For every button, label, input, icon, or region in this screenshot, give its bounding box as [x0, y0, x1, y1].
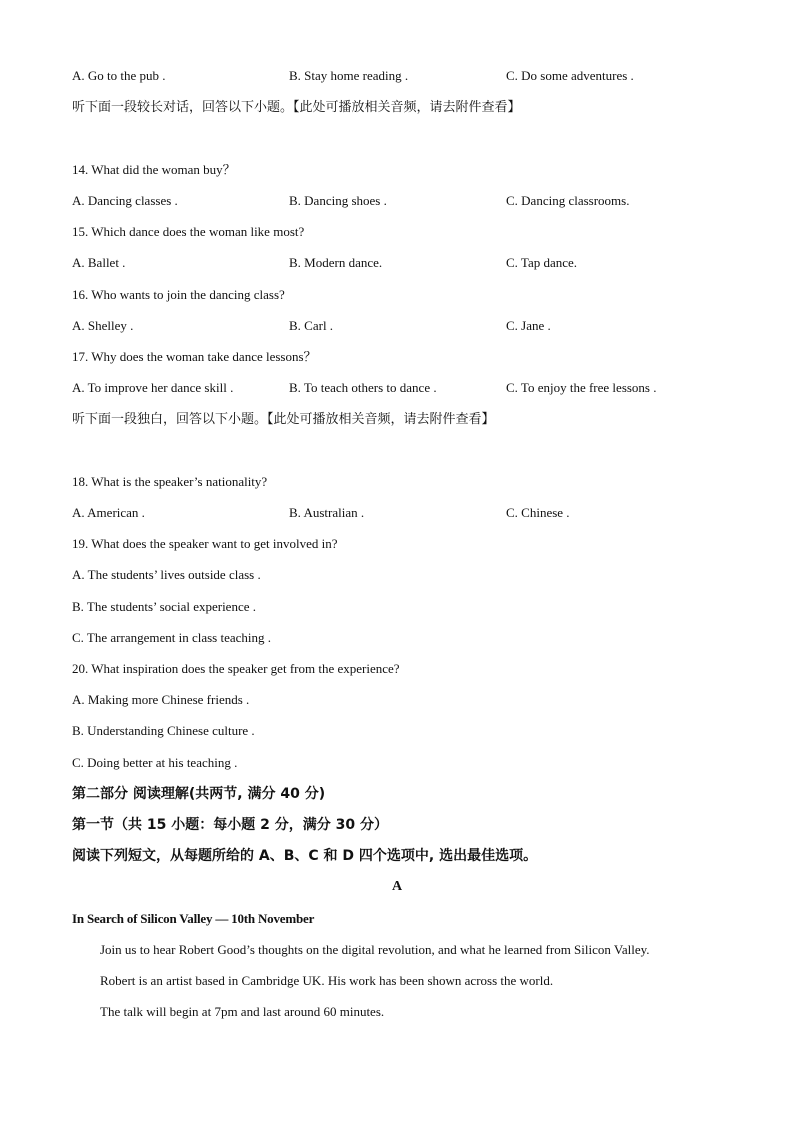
passage-paragraph: Robert is an artist based in Cambridge UK. His work has been shown across the world. [100, 973, 554, 988]
q20-option-a: A. Making more Chinese friends . [72, 692, 250, 707]
instruction-monologue: 听下面一段独白，回答以下小题。【此处可播放相关音频，请去附件查看】 [72, 412, 495, 427]
q19-option-b: B. The students’ social experience . [72, 599, 256, 614]
q18-option-b: B. Australian . [289, 505, 365, 520]
q18-option-a: A. American . [72, 505, 145, 520]
q17-option-c: C. To enjoy the free lessons . [506, 380, 657, 395]
q15-option-a: A. Ballet . [72, 255, 126, 270]
q17-option-a: A. To improve her dance skill . [72, 380, 234, 395]
q13-option-c: C. Do some adventures . [506, 68, 634, 83]
q14-option-c: C. Dancing classrooms. [506, 193, 630, 208]
passage-paragraph: Join us to hear Robert Good’s thoughts on the digital revolution, and what he learned from Silicon Valley. [100, 942, 650, 957]
q14-option-a: A. Dancing classes . [72, 193, 178, 208]
passage-label: A [391, 879, 403, 894]
q15-stem: 15. Which dance does the woman like most? [72, 224, 305, 239]
q16-option-a: A. Shelley . [72, 318, 134, 333]
q15-option-b: B. Modern dance. [289, 255, 383, 270]
q19-option-c: C. The arrangement in class teaching . [72, 630, 272, 645]
part2-title: 第二部分 阅读理解(共两节, 满分 40 分) [72, 786, 326, 802]
q18-option-c: C. Chinese . [506, 505, 570, 520]
q13-option-a: A. Go to the pub . [72, 68, 166, 83]
q16-stem: 16. Who wants to join the dancing class? [72, 287, 285, 302]
q14-option-b: B. Dancing shoes . [289, 193, 387, 208]
q20-option-b: B. Understanding Chinese culture . [72, 723, 255, 738]
q15-option-c: C. Tap dance. [506, 255, 578, 270]
q13-option-b: B. Stay home reading . [289, 68, 409, 83]
instruction-dialogue: 听下面一段较长对话，回答以下小题。【此处可播放相关音频，请去附件查看】 [72, 100, 521, 115]
q20-stem: 20. What inspiration does the speaker get from the experience? [72, 661, 400, 676]
q19-option-a: A. The students’ lives outside class . [72, 567, 261, 582]
passage-title: In Search of Silicon Valley — 10th November [72, 911, 315, 926]
q18-stem: 18. What is the speaker’s nationality? [72, 474, 268, 489]
q19-stem: 19. What does the speaker want to get involved in? [72, 536, 338, 551]
q14-stem: 14. What did the woman buy？ [72, 162, 236, 177]
q16-option-b: B. Carl . [289, 318, 334, 333]
q20-option-c: C. Doing better at his teaching . [72, 755, 238, 770]
section1-title: 第一节（共 15 小题：每小题 2 分，满分 30 分） [72, 817, 388, 833]
q16-option-c: C. Jane . [506, 318, 551, 333]
q17-stem: 17. Why does the woman take dance lessons？ [72, 349, 317, 364]
q17-option-b: B. To teach others to dance . [289, 380, 437, 395]
passage-paragraph: The talk will begin at 7pm and last around 60 minutes. [100, 1004, 385, 1019]
section1-instruction: 阅读下列短文，从每题所给的 A、B、C 和 D 四个选项中, 选出最佳选项。 [72, 848, 538, 864]
